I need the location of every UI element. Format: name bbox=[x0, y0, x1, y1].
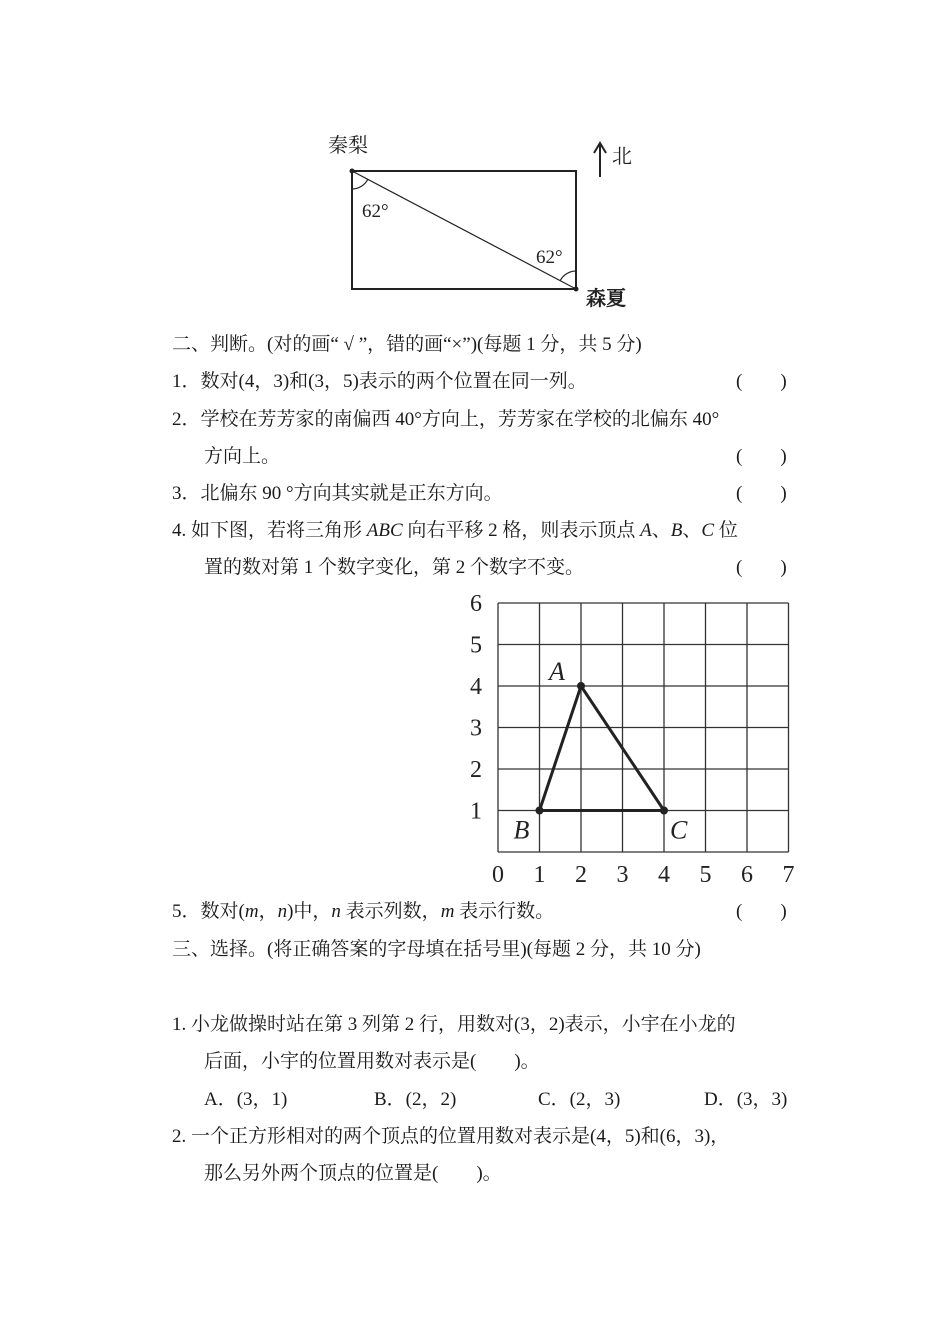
qinli-label: 秦梨 bbox=[328, 133, 368, 157]
choice-q1-option-d[interactable]: D．(3，3) bbox=[704, 1089, 788, 1110]
judge-item-2: 2．学校在芳芳家的南偏西 40°方向上，芳芳家在学校的北偏东 40° bbox=[172, 409, 720, 430]
judge-item-4-cont: 置的数对第 1 个数字变化，第 2 个数字不变。 bbox=[204, 557, 585, 578]
answer-paren-2[interactable]: ( ) bbox=[736, 446, 787, 467]
angle-arc-bottom bbox=[560, 271, 576, 281]
judge-item-5 bbox=[172, 900, 554, 924]
point-a bbox=[577, 682, 585, 690]
item5-m: m bbox=[244, 901, 259, 922]
item5-close: )中， bbox=[287, 901, 332, 922]
senxia-label: 森夏 bbox=[586, 286, 626, 310]
item5-n2: n bbox=[331, 901, 341, 922]
answer-paren-3[interactable]: ( ) bbox=[736, 483, 787, 504]
point-b bbox=[536, 807, 544, 815]
item4-b: B bbox=[670, 520, 683, 541]
item5-pre: 5．数对 bbox=[172, 901, 239, 922]
item4-abc: ABC bbox=[366, 520, 403, 541]
answer-paren-4[interactable]: ( ) bbox=[736, 557, 787, 578]
choice-q2-line1: 2. 一个正方形相对的两个顶点的位置用数对表示是(4，5)和(6，3)， bbox=[172, 1126, 730, 1147]
judge-item-4 bbox=[172, 519, 738, 543]
choice-q1-line2: 后面，小宇的位置用数对表示是( )。 bbox=[204, 1051, 540, 1072]
answer-paren-5[interactable]: ( ) bbox=[736, 901, 787, 922]
section2-heading: 二、判断。(对的画“ √ ”，错的画“×”)(每题 1 分，共 5 分) bbox=[172, 334, 642, 355]
choice-q1-option-c[interactable]: C．(2，3) bbox=[538, 1089, 621, 1110]
x-tick-label: 6 bbox=[741, 862, 753, 888]
x-tick-label: 7 bbox=[782, 862, 795, 888]
point-b-label: B bbox=[513, 815, 530, 845]
item5-comma: ， bbox=[258, 901, 278, 922]
judge-item-3: 3．北偏东 90 °方向其实就是正东方向。 bbox=[172, 483, 503, 504]
triangle-abc bbox=[540, 686, 665, 811]
answer-paren-1[interactable]: ( ) bbox=[736, 371, 787, 392]
y-tick-label: 4 bbox=[470, 674, 482, 700]
choice-q1-option-a[interactable]: A．(3，1) bbox=[204, 1089, 288, 1110]
direction-figure bbox=[320, 125, 660, 325]
y-tick-label: 1 bbox=[470, 798, 482, 825]
item4-c: C bbox=[701, 520, 715, 541]
judge-item-2-cont: 方向上。 bbox=[204, 446, 281, 467]
x-tick-label: 1 bbox=[533, 862, 546, 888]
item5-n: n bbox=[277, 901, 288, 922]
coordinate-grid bbox=[460, 592, 805, 892]
item4-sep1: 、 bbox=[651, 520, 671, 541]
choice-q1-line1: 1. 小龙做操时站在第 3 列第 2 行，用数对(3，2)表示，小宇在小龙的 bbox=[172, 1014, 736, 1035]
item4-text-c: 位 bbox=[714, 520, 738, 541]
diagonal bbox=[352, 171, 576, 289]
item4-text-a: 4. 如下图，若将三角形 bbox=[172, 520, 367, 541]
point-c-label: C bbox=[670, 815, 688, 845]
y-tick-label: 6 bbox=[470, 592, 482, 617]
item5-open: ( bbox=[238, 901, 245, 922]
choice-q2-line2: 那么另外两个顶点的位置是( )。 bbox=[204, 1163, 502, 1184]
item5-post: 表示行数。 bbox=[454, 901, 555, 922]
angle-arc-top bbox=[352, 179, 368, 189]
item4-a: A bbox=[640, 520, 652, 541]
angle-top: 62° bbox=[362, 201, 389, 222]
judge-item-1: 1．数对(4，3)和(3，5)表示的两个位置在同一列。 bbox=[172, 371, 587, 392]
x-tick-label: 4 bbox=[658, 862, 670, 888]
y-tick-label: 5 bbox=[470, 632, 482, 659]
point-a-label: A bbox=[549, 657, 565, 686]
item4-sep2: 、 bbox=[682, 520, 702, 541]
item5-m2: m bbox=[440, 901, 455, 922]
choice-q1-option-b[interactable]: B．(2，2) bbox=[374, 1089, 457, 1110]
x-tick-label: 2 bbox=[575, 862, 587, 888]
section3-heading: 三、选择。(将正确答案的字母填在括号里)(每题 2 分，共 10 分) bbox=[172, 939, 701, 960]
y-tick-label: 3 bbox=[470, 715, 482, 742]
item4-text-b: 向右平移 2 格，则表示顶点 bbox=[402, 520, 641, 541]
x-tick-label: 5 bbox=[699, 862, 712, 888]
y-tick-label: 2 bbox=[470, 757, 482, 783]
item5-mid: 表示列数， bbox=[340, 901, 441, 922]
x-tick-label: 0 bbox=[492, 862, 504, 888]
point-c bbox=[660, 807, 668, 815]
north-label: 北 bbox=[612, 144, 632, 168]
x-tick-label: 3 bbox=[616, 862, 629, 888]
angle-bottom: 62° bbox=[536, 247, 563, 268]
